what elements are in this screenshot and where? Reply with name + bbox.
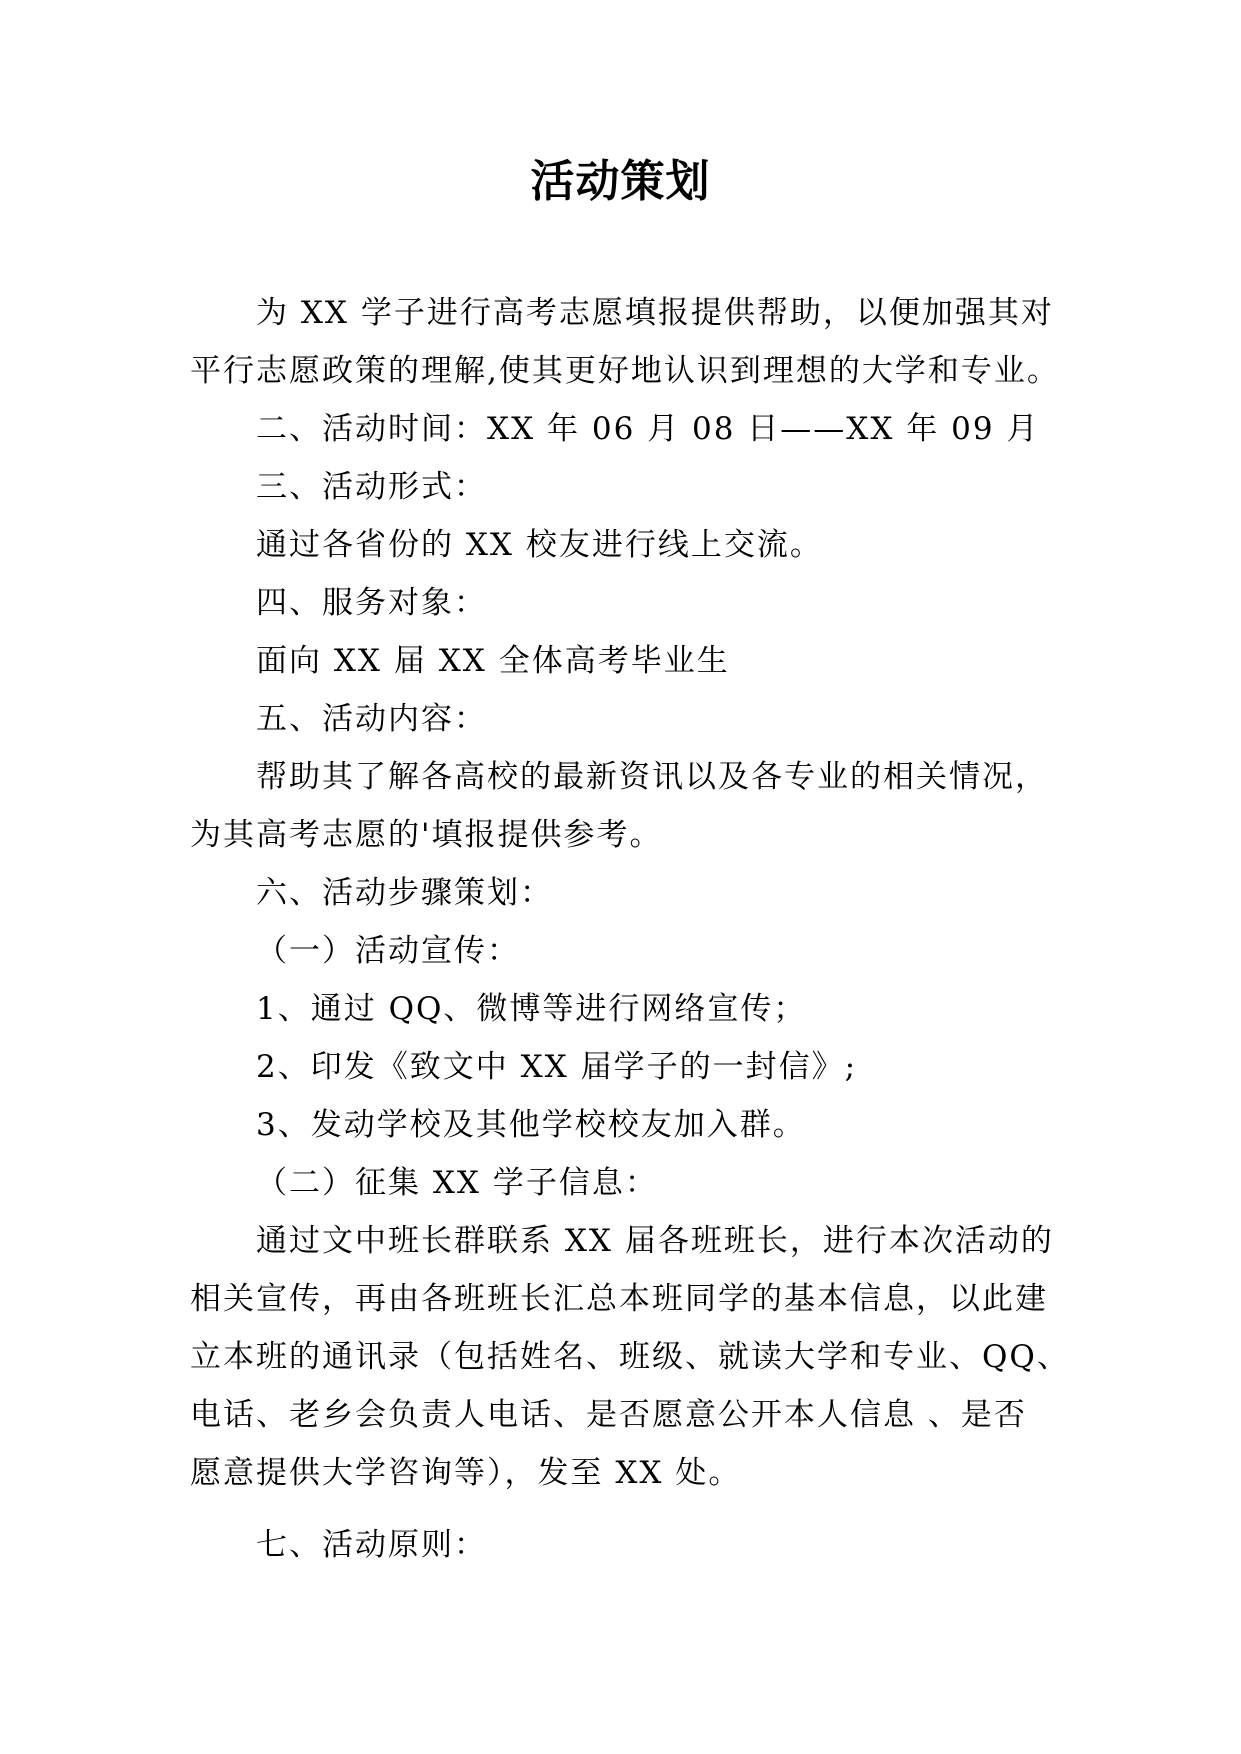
section-heading-principles: [190, 1516, 1070, 1574]
text-line: 相关宣传，再由各班班长汇总本班同学的基本信息，以此建: [190, 1281, 1048, 1317]
text-line: 愿意提供大学咨询等），发至 XX 处。: [190, 1455, 742, 1491]
text-line: 帮助其了解各高校的最新资讯以及各专业的相关情况，: [256, 759, 1048, 795]
text-line: 立本班的通讯录（包括姓名、班级、就读大学和专业、QQ、: [190, 1339, 1070, 1375]
text-line: 三、活动形式：: [256, 469, 487, 505]
paragraph-form: [190, 516, 1070, 574]
document-body: [190, 284, 1070, 1574]
subsection-heading-promotion: [190, 922, 1070, 980]
paragraph-intro: [190, 284, 1070, 400]
text-line: （二）征集 XX 学子信息：: [256, 1165, 658, 1201]
subsection-heading-collect-info: [190, 1154, 1070, 1212]
text-line: 五、活动内容：: [256, 701, 487, 737]
paragraph-content: [190, 748, 1070, 864]
text-line: （一）活动宣传：: [256, 933, 520, 969]
text-line: 为 XX 学子进行高考志愿填报提供帮助，以便加强其对: [256, 295, 1054, 331]
section-heading-steps: [190, 864, 1070, 922]
paragraph-collect-info: [190, 1212, 1070, 1502]
text-line: 七、活动原则：: [256, 1527, 487, 1563]
text-line: 1、通过 QQ、微博等进行网络宣传；: [256, 991, 807, 1027]
text-line: 为其高考志愿的'填报提供参考。: [190, 817, 663, 853]
text-line: 四、服务对象：: [256, 585, 487, 621]
text-line: 2、印发《致文中 XX 届学子的一封信》;: [256, 1049, 858, 1085]
section-heading-content: [190, 690, 1070, 748]
section-heading-form: [190, 458, 1070, 516]
text-line: 通过各省份的 XX 校友进行线上交流。: [256, 527, 823, 563]
text-line: 面向 XX 届 XX 全体高考毕业生: [256, 643, 730, 679]
section-heading-time: [190, 400, 1070, 458]
list-item: [190, 1038, 1070, 1096]
list-item: [190, 1096, 1070, 1154]
text-line: 电话、老乡会负责人电话、是否愿意公开本人信息 、是否: [190, 1397, 1027, 1433]
text-line: 3、发动学校及其他学校校友加入群。: [256, 1107, 806, 1143]
text-line: 二、活动时间：XX 年 06 月 08 日——XX 年 09 月: [256, 411, 1040, 447]
page-title: 活动策划: [530, 156, 711, 207]
text-line: 六、活动步骤策划：: [256, 875, 553, 911]
list-item: [190, 980, 1070, 1038]
paragraph-audience: [190, 632, 1070, 690]
text-line: 平行志愿政策的理解,使其更好地认识到理想的大学和专业。: [190, 353, 1060, 389]
section-heading-audience: [190, 574, 1070, 632]
text-line: 通过文中班长群联系 XX 届各班班长，进行本次活动的: [256, 1223, 1054, 1259]
